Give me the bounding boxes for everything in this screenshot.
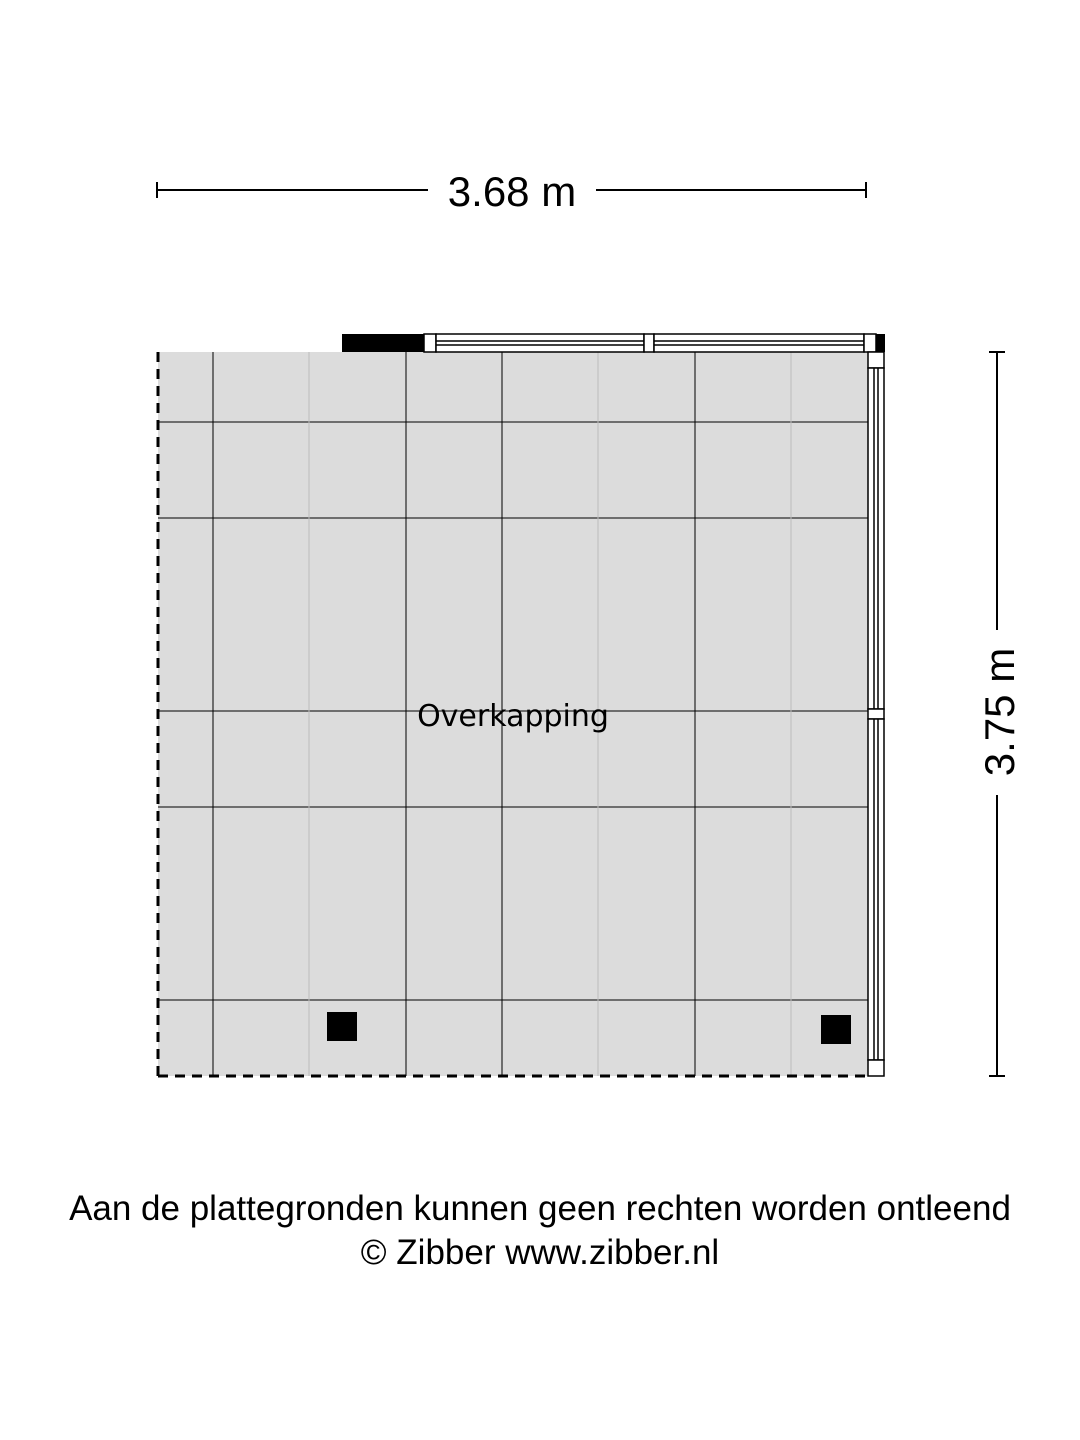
right-window [868, 352, 884, 1076]
width-dimension-label: 3.68 m [447, 168, 577, 215]
room-label: Overkapping [417, 699, 609, 734]
support-post-left [327, 1012, 357, 1041]
top-window [424, 334, 876, 352]
support-post-right [821, 1015, 851, 1044]
top-wall-solid [342, 334, 424, 352]
corner-post [876, 334, 885, 352]
copyright-text: © Zibber www.zibber.nl [360, 1233, 720, 1272]
depth-dimension-label: 3.75 m [976, 647, 1023, 777]
disclaimer-text: Aan de plattegronden kunnen geen rechten worden ontleend [69, 1189, 1011, 1228]
depth-dimension [976, 352, 1023, 1076]
width-dimension [157, 168, 866, 215]
